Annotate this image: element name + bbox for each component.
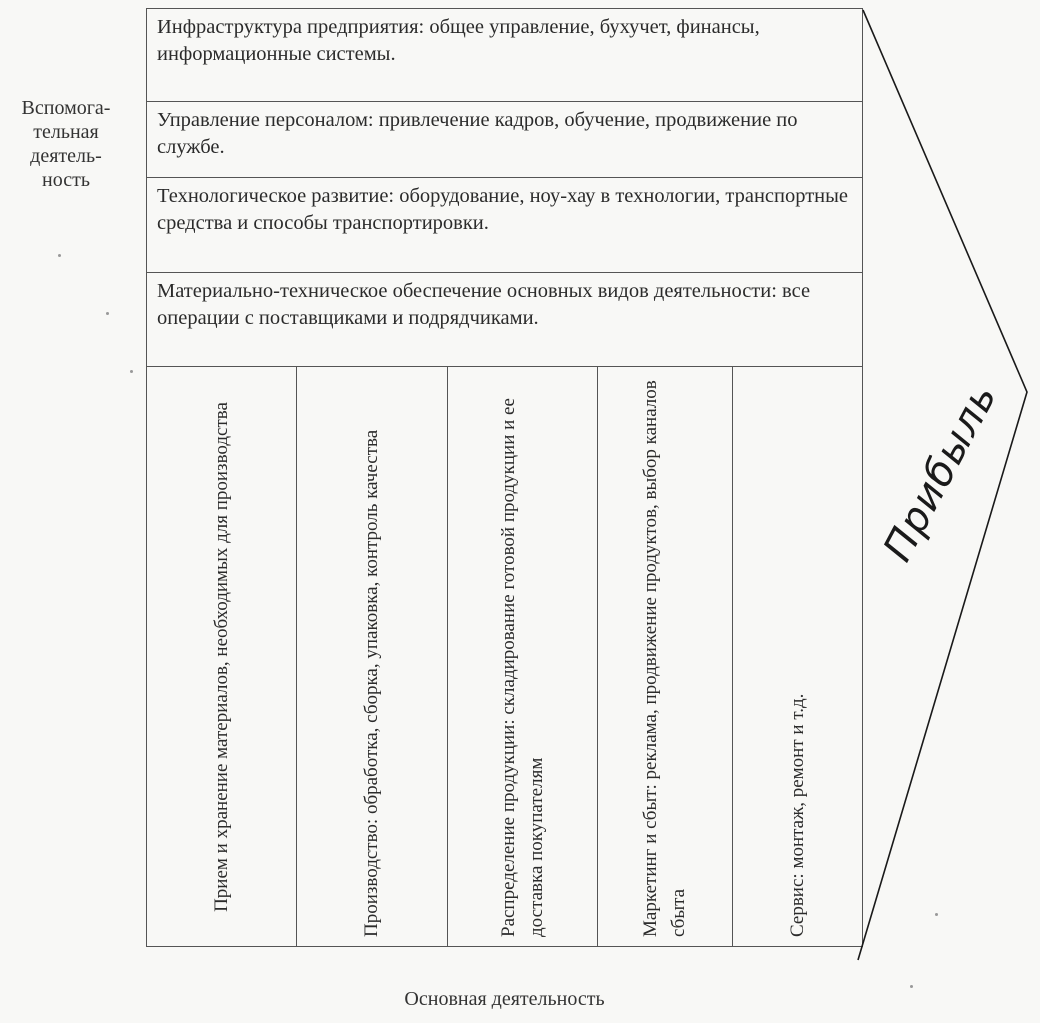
scan-speck (935, 913, 938, 916)
scan-speck (910, 985, 913, 988)
scan-speck (130, 370, 133, 373)
primary-col-marketing-sales-text: Маркетинг и сбыт: реклама, продвижение продуктов, выбор каналов сбыта (640, 379, 689, 937)
profit-handwritten-label: Прибыль (874, 376, 1007, 569)
support-row-hr-management: Управление персоналом: привлечение кадров, обучение, продвижение по службе. (146, 101, 863, 177)
scan-speck (106, 312, 109, 315)
primary-col-outbound-logistics-text: Распределение продукции: складирование готовой продукции и ее доставка покупателям (497, 397, 547, 937)
support-activities-label: Вспомога- тельная деятель- ность (21, 97, 111, 191)
scan-speck (58, 254, 61, 257)
support-row-procurement: Материально-техническое обеспечение основных видов деятельности: все операции с поставщиками и подрядчиками. (146, 272, 863, 366)
support-row-infrastructure: Инфраструктура предприятия: общее управление, бухучет, финансы, информационные системы. (146, 8, 863, 101)
primary-activities-label: Основная деятельность (404, 988, 605, 1010)
primary-col-service-text: Сервис: монтаж, ремонт и т.д. (786, 693, 808, 937)
support-row-technology-development: Технологическое развитие: оборудование, ноу-хау в технологии, транспортные средства и способы транспортировки. (146, 177, 863, 272)
primary-col-operations-text: Производство: обработка, сборка, упаковка, контроль качества (361, 429, 382, 937)
primary-col-inbound-logistics-text: Прием и хранение материалов, необходимых для производства (210, 401, 232, 912)
